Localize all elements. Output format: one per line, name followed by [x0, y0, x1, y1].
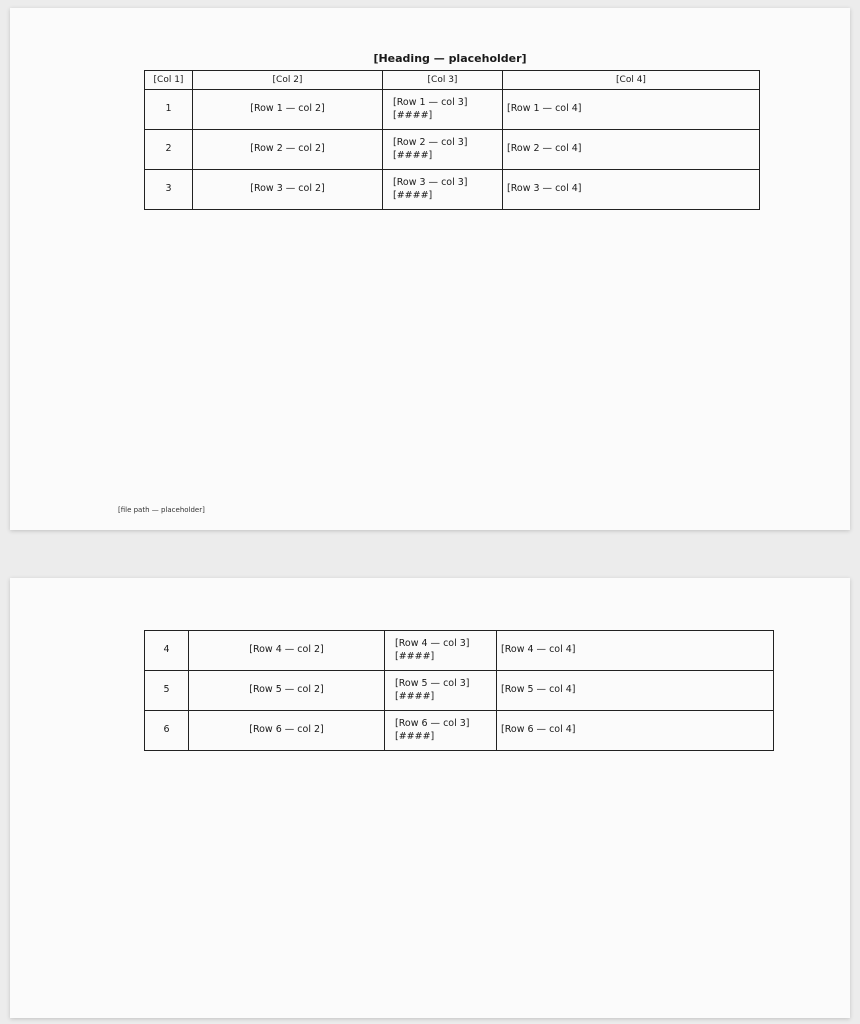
- page-1: [10, 8, 850, 530]
- doctor-name: [Row 1 — col 3]: [393, 96, 468, 108]
- hospital-name: [Row 2 — col 2]: [193, 130, 383, 170]
- officer-in-charge: [Row 6 — col 4]: [497, 711, 774, 751]
- officer-in-charge: [Row 2 — col 4]: [503, 130, 760, 170]
- column-header-hospital: [Col 2]: [193, 71, 383, 90]
- doctor-cell: [385, 711, 497, 751]
- doctor-cell: [385, 671, 497, 711]
- column-header-doctor: [Col 3]: [383, 71, 503, 90]
- hospital-name: [Row 4 — col 2]: [189, 631, 385, 671]
- hospital-name: [Row 3 — col 2]: [193, 170, 383, 210]
- doctor-cell: [383, 90, 503, 130]
- doctor-phone: [####]: [393, 149, 433, 161]
- table-row: [145, 671, 774, 711]
- doctor-name: [Row 5 — col 3]: [395, 677, 470, 689]
- column-header-sn: [Col 1]: [145, 71, 193, 90]
- doctor-phone: [####]: [395, 730, 435, 742]
- doctor-phone: [####]: [393, 109, 433, 121]
- table-row: [145, 631, 774, 671]
- table-row: [145, 130, 760, 170]
- doctor-name: [Row 2 — col 3]: [393, 136, 468, 148]
- officer-in-charge: [Row 4 — col 4]: [497, 631, 774, 671]
- page-2: [10, 578, 850, 1018]
- serial-number: 2: [145, 130, 193, 170]
- doctor-cell: [383, 170, 503, 210]
- table-2: [144, 630, 774, 751]
- doctor-phone: [####]: [393, 189, 433, 201]
- table-row: [145, 90, 760, 130]
- doctor-name: [Row 6 — col 3]: [395, 717, 470, 729]
- serial-number: 5: [145, 671, 189, 711]
- hospital-name: [Row 1 — col 2]: [193, 90, 383, 130]
- officer-in-charge: [Row 3 — col 4]: [503, 170, 760, 210]
- serial-number: 4: [145, 631, 189, 671]
- serial-number: 1: [145, 90, 193, 130]
- doctor-name: [Row 3 — col 3]: [393, 176, 468, 188]
- doctor-cell: [383, 130, 503, 170]
- hospital-name: [Row 5 — col 2]: [189, 671, 385, 711]
- table-row: [145, 170, 760, 210]
- doctor-cell: [385, 631, 497, 671]
- document-heading: [Heading — placeholder]: [373, 52, 527, 65]
- officer-in-charge: [Row 5 — col 4]: [497, 671, 774, 711]
- doctor-phone: [####]: [395, 650, 435, 662]
- doctor-phone: [####]: [395, 690, 435, 702]
- serial-number: 6: [145, 711, 189, 751]
- column-header-officer: [Col 4]: [503, 71, 760, 90]
- table-1: [144, 70, 760, 210]
- table-row: [145, 711, 774, 751]
- serial-number: 3: [145, 170, 193, 210]
- hospital-name: [Row 6 — col 2]: [189, 711, 385, 751]
- footer-file-path: [file path — placeholder]: [118, 506, 205, 514]
- doctor-name: [Row 4 — col 3]: [395, 637, 470, 649]
- officer-in-charge: [Row 1 — col 4]: [503, 90, 760, 130]
